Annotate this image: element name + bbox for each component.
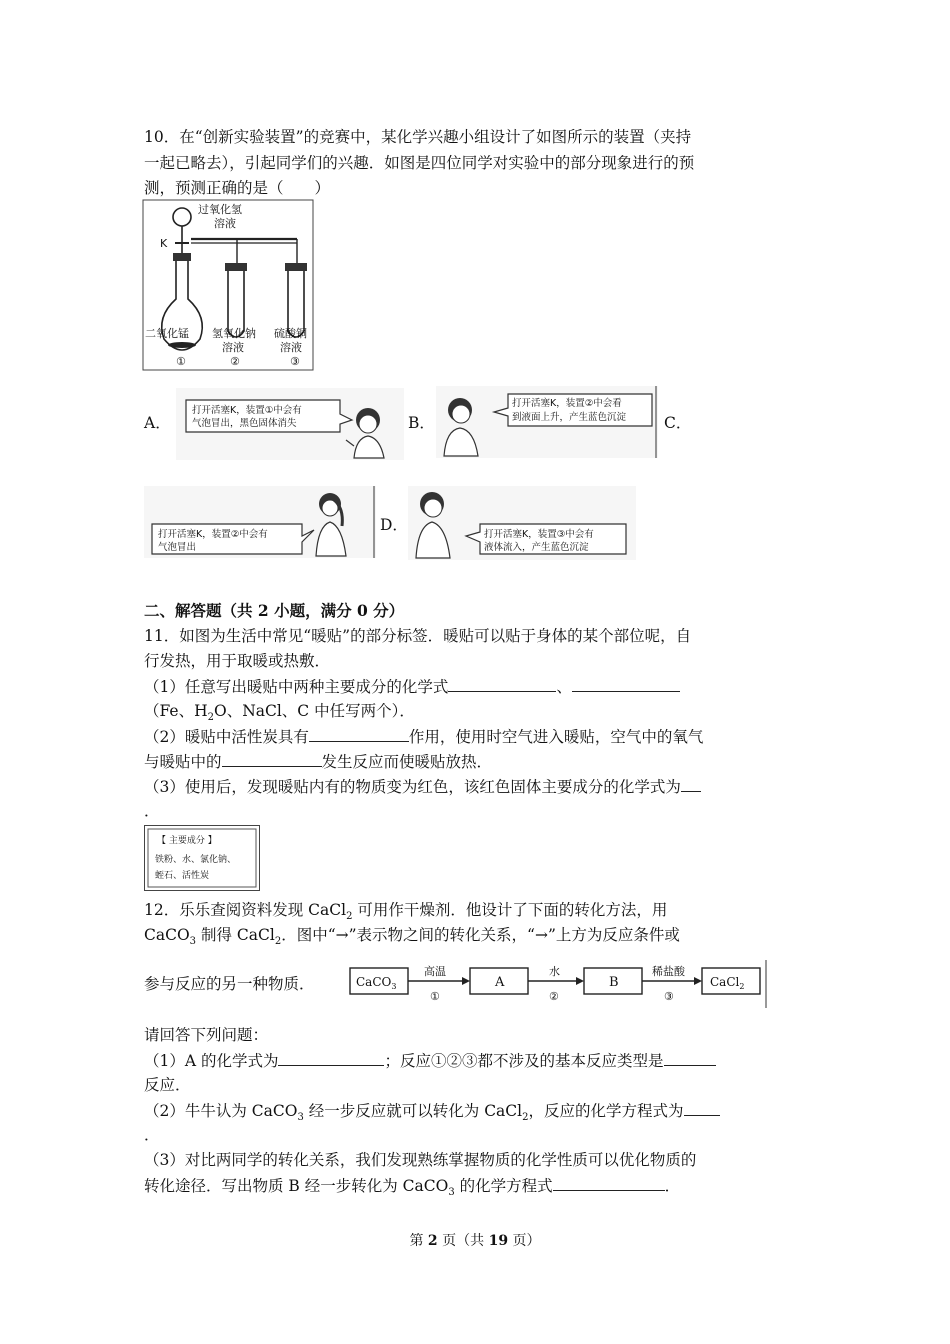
answer-blank[interactable] xyxy=(553,1172,665,1191)
conversion-flow-diagram xyxy=(346,960,768,1008)
q11-part2-d: 发生反应而使暖贴放热． xyxy=(321,753,493,771)
apparatus-figure xyxy=(142,199,314,371)
arrow2-top: 水 xyxy=(549,965,560,978)
answer-blank[interactable] xyxy=(278,1047,384,1066)
q11-hint-b: O、NaCl、C 中任写两个）． xyxy=(213,702,415,720)
q12-part1-b: ；反应①②③都不涉及的基本反应类型是 xyxy=(384,1052,664,1070)
bubble-a-1: 打开活塞K，装置①中会有 xyxy=(192,405,302,416)
arrow2-bottom: ② xyxy=(549,990,559,1003)
q11-part1 xyxy=(144,673,808,700)
footer-total-pages: 19 xyxy=(488,1233,509,1249)
arrow3-top: 稀盐酸 xyxy=(652,965,685,978)
q11-part2-b: 作用，使用时空气进入暖贴，空气中的氧气 xyxy=(408,728,704,746)
q11-part3-end: ． xyxy=(144,802,160,820)
q12-part3-d: ． xyxy=(664,1177,681,1195)
q10-line2: 一起已略去），引起同学们的兴趣．如图是四位同学对实验中的部分现象进行的预 xyxy=(144,154,695,172)
q11-line1: 11．如图为生活中常见“暖贴”的部分标签．暖贴可以贴于身体的某个部位呢，自 xyxy=(144,627,692,645)
q11-hint-sub: 2 xyxy=(207,712,214,724)
arrow1-top: 高温 xyxy=(424,965,446,978)
svg-text:CaCO3 xyxy=(356,975,396,991)
q12-line4: 请回答下列问题： xyxy=(144,1026,269,1044)
q12-l2-c: ．图中“→”表示物之间的转化关系，“→”上方为反应条件或 xyxy=(281,926,680,944)
answer-blank[interactable] xyxy=(222,748,322,767)
label-tube3-a: 硫酸铜 xyxy=(274,327,307,340)
arrow3-bottom: ③ xyxy=(664,990,674,1003)
q12-l1-a: 12．乐乐查阅资料发现 CaCl xyxy=(144,901,347,919)
bubble-c-1: 打开活塞K，装置②中会有 xyxy=(158,529,268,540)
option-d-letter[interactable]: D． xyxy=(380,516,408,534)
q11-part2 xyxy=(144,723,808,750)
q12-part3-c: 的化学方程式 xyxy=(454,1177,553,1195)
answer-blank[interactable] xyxy=(572,673,680,692)
flow-box1-sub: 3 xyxy=(391,982,397,991)
option-c-letter[interactable]: C． xyxy=(664,414,692,432)
q12-part1-a: （1）A 的化学式为 xyxy=(144,1052,279,1070)
arrow1-bottom: ① xyxy=(430,990,440,1003)
arrow-1-head xyxy=(462,977,470,985)
label-num2: ② xyxy=(230,355,240,368)
q11-hint-a: （Fe、H xyxy=(144,702,208,720)
label-flask: 二氧化锰 xyxy=(145,327,189,340)
q12-l2-sub2: 2 xyxy=(274,936,282,948)
q10-line1: 10．在“创新实验装置”的竞赛中，某化学兴趣小组设计了如图所示的装置（夹持 xyxy=(144,128,692,146)
answer-blank[interactable] xyxy=(448,673,556,692)
flow-box3-text: B xyxy=(609,975,619,990)
q11-part1-sep: 、 xyxy=(556,678,572,696)
bubble-a-2: 气泡冒出，黑色固体消失 xyxy=(192,418,297,429)
q12-part3-b: 转化途径．写出物质 B 经一步转化为 CaCO xyxy=(144,1177,449,1195)
flow-box2-text: A xyxy=(495,975,505,990)
q11-part2-c: 与暖贴中的 xyxy=(144,753,222,771)
q12-part3-cont xyxy=(144,1172,808,1206)
bubble-b-1: 打开活塞K，装置②中会看 xyxy=(512,398,622,409)
label-line1: 铁粉、水、氯化钠、 xyxy=(155,855,237,865)
q12-part1-end: 反应． xyxy=(144,1076,191,1094)
label-tube2-b: 溶液 xyxy=(222,341,244,354)
flow-box4-text: CaCl xyxy=(710,975,740,989)
q12-part2-sub1: 3 xyxy=(297,1112,304,1124)
label-tube3-b: 溶液 xyxy=(280,341,302,354)
answer-blank[interactable] xyxy=(681,773,701,792)
option-d-image[interactable] xyxy=(408,486,636,560)
bubble-d-1: 打开活塞K，装置③中会有 xyxy=(484,529,594,540)
label-reagent-2: 溶液 xyxy=(214,217,236,230)
bubble-c-2: 气泡冒出 xyxy=(158,542,197,553)
q12-l2-a: CaCO xyxy=(144,926,190,944)
ingredient-label-image xyxy=(144,825,260,891)
label-reagent-1: 过氧化氢 xyxy=(198,203,242,216)
footer-suffix: 页） xyxy=(508,1233,541,1249)
q11-part2-a: （2）暖贴中活性炭具有 xyxy=(144,728,309,746)
label-valve: K xyxy=(160,237,168,250)
option-a-letter[interactable]: A． xyxy=(144,414,171,432)
q12-part3-sub: 3 xyxy=(448,1187,455,1199)
label-line2: 蛭石、活性炭 xyxy=(155,871,210,881)
label-num3: ③ xyxy=(290,355,300,368)
q11-part3 xyxy=(144,773,808,800)
q11-line2: 行发热，用于取暖或热敷． xyxy=(144,652,331,670)
svg-text:CaCl2 xyxy=(710,975,744,991)
q12-l2-sub1: 3 xyxy=(189,936,197,948)
bubble-b-2: 到液面上升，产生蓝色沉淀 xyxy=(512,412,627,423)
arrow-3-head xyxy=(694,977,702,985)
q12-line3: 参与反应的另一种物质． xyxy=(144,975,315,993)
q12-part1 xyxy=(144,1047,808,1074)
label-title: 【 主要成分 】 xyxy=(157,836,217,846)
q10-line3: 测，预测正确的是（ ） xyxy=(144,179,331,197)
section-heading: 二、解答题（共 2 小题，满分 0 分） xyxy=(144,601,405,620)
q12-part2-b: 经一步反应就可以转化为 CaCl xyxy=(303,1102,523,1120)
q12-part2-c: ，反应的化学方程式为 xyxy=(528,1102,684,1120)
bubble-d-2: 液体流入，产生蓝色沉淀 xyxy=(484,542,589,553)
option-c-image[interactable] xyxy=(144,486,376,558)
label-tube2-a: 氢氧化钠 xyxy=(212,327,256,340)
option-b-image[interactable] xyxy=(436,386,658,458)
option-a-image[interactable] xyxy=(176,388,404,460)
flow-box1-text: CaCO xyxy=(356,975,392,989)
q12-part2-end: ． xyxy=(144,1126,160,1144)
q11-part2-cont xyxy=(144,748,808,775)
q11-part3-a: （3）使用后，发现暖贴内有的物质变为红色，该红色固体主要成分的化学式为 xyxy=(144,778,681,796)
flow-box4-sub: 2 xyxy=(739,982,745,991)
answer-blank[interactable] xyxy=(309,723,409,742)
page-footer xyxy=(0,1230,950,1250)
q12-part2-sub2: 2 xyxy=(522,1112,529,1124)
footer-prefix: 第 xyxy=(409,1233,428,1249)
q12-part3: （3）对比两同学的转化关系，我们发现熟练掌握物质的化学性质可以优化物质的 xyxy=(144,1151,697,1169)
q11-part1-text: （1）任意写出暖贴中两种主要成分的化学式 xyxy=(144,678,449,696)
arrow-2-head xyxy=(576,977,584,985)
answer-blank[interactable] xyxy=(684,1097,720,1116)
q12-l1-b: 可用作干燥剂．他设计了下面的转化方法，用 xyxy=(352,901,668,919)
footer-middle: 页（共 xyxy=(437,1233,489,1249)
q12-part2-a: （2）牛牛认为 CaCO xyxy=(144,1102,298,1120)
label-num1: ① xyxy=(176,355,186,368)
answer-blank[interactable] xyxy=(664,1047,716,1066)
q12-l2-b: 制得 CaCl xyxy=(196,926,275,944)
option-b-letter[interactable]: B． xyxy=(408,414,435,432)
q12-line2 xyxy=(144,922,808,955)
footer-page-number: 2 xyxy=(427,1233,438,1249)
q12-l1-sub: 2 xyxy=(346,911,353,923)
